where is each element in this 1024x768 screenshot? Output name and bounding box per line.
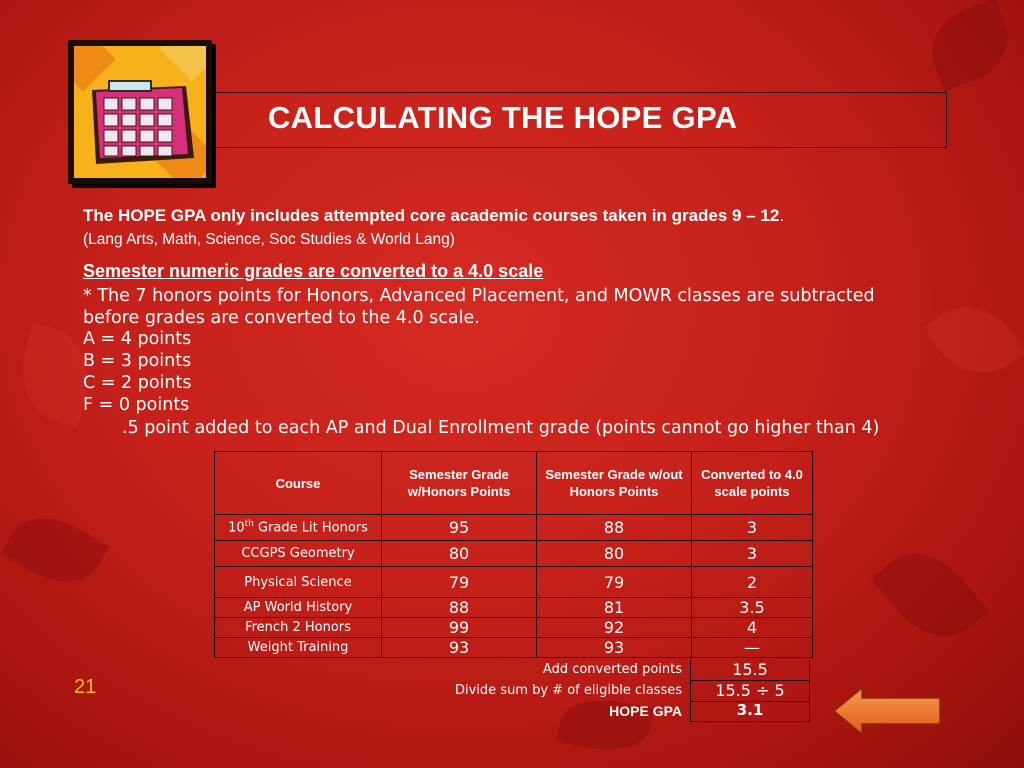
converted-cell: 3.5 bbox=[692, 598, 813, 618]
without-honors-cell: 88 bbox=[537, 515, 692, 541]
calculator-icon bbox=[74, 46, 206, 178]
without-honors-cell: 79 bbox=[537, 567, 692, 598]
divide-label: Divide sum by # of eligible classes bbox=[454, 683, 682, 698]
table-row bbox=[215, 567, 813, 598]
with-honors-cell: 88 bbox=[382, 598, 537, 618]
honors-note: * The 7 honors points for Honors, Advanced Placement, and MOWR classes are subtracted before grades are converted to the 4.0 scale. bbox=[83, 286, 875, 328]
scale-line-f: F = 0 points bbox=[83, 395, 190, 415]
scale-line-a: A = 4 points bbox=[83, 329, 192, 349]
header-with-honors: Semester Grade w/Honors Points bbox=[382, 452, 537, 515]
without-honors-cell: 93 bbox=[537, 638, 692, 658]
with-honors-cell: 80 bbox=[382, 541, 537, 567]
divide-value: 15.5 ÷ 5 bbox=[690, 681, 810, 702]
header-course: Course bbox=[215, 452, 382, 515]
without-honors-cell: 81 bbox=[537, 598, 692, 618]
with-honors-cell: 93 bbox=[382, 638, 537, 658]
converted-cell: 2 bbox=[692, 567, 813, 598]
background-leaf bbox=[871, 534, 989, 656]
converted-cell: 3 bbox=[692, 515, 813, 541]
without-honors-cell: 92 bbox=[537, 618, 692, 638]
hope-gpa-label: HOPE GPA bbox=[609, 703, 682, 719]
grades-table bbox=[214, 451, 813, 658]
course-cell: AP World History bbox=[215, 598, 382, 618]
converted-cell: — bbox=[692, 638, 813, 658]
page-number: 21 bbox=[74, 676, 97, 698]
without-honors-cell: 80 bbox=[537, 541, 692, 567]
intro-statement-period: . bbox=[779, 206, 785, 225]
background-leaf bbox=[920, 0, 1019, 92]
background-leaf bbox=[1, 502, 109, 599]
slide-title: CALCULATING THE HOPE GPA bbox=[268, 100, 738, 135]
course-cell: French 2 Honors bbox=[215, 618, 382, 638]
intro-statement-text: The HOPE GPA only includes attempted core academic courses taken in grades 9 – 12 bbox=[83, 206, 780, 225]
calculator-clipart bbox=[68, 40, 212, 184]
table-row bbox=[215, 541, 813, 567]
converted-cell: 4 bbox=[692, 618, 813, 638]
hope-gpa-value: 3.1 bbox=[690, 701, 810, 722]
course-superscript: th bbox=[244, 519, 254, 530]
intro-statement bbox=[83, 206, 784, 226]
table-row bbox=[215, 638, 813, 658]
course-rest: Grade Lit Honors bbox=[253, 520, 368, 536]
left-arrow-icon[interactable] bbox=[832, 686, 942, 736]
conversion-heading: Semester numeric grades are converted to a 4.0 scale bbox=[83, 261, 544, 281]
header-converted: Converted to 4.0 scale points bbox=[692, 452, 813, 515]
table-row bbox=[215, 618, 813, 638]
background-leaf bbox=[923, 287, 1024, 393]
scale-line-b: B = 3 points bbox=[83, 351, 192, 371]
with-honors-cell: 99 bbox=[382, 618, 537, 638]
scale-line-c: C = 2 points bbox=[83, 373, 192, 393]
add-points-label: Add converted points bbox=[542, 662, 682, 677]
with-honors-cell: 79 bbox=[382, 567, 537, 598]
course-cell bbox=[215, 515, 382, 541]
table-header-row bbox=[215, 452, 813, 515]
ap-note: .5 point added to each AP and Dual Enrollment grade (points cannot go higher than 4) bbox=[122, 418, 880, 438]
with-honors-cell: 95 bbox=[382, 515, 537, 541]
add-points-value: 15.5 bbox=[690, 660, 810, 681]
course-prefix: 10 bbox=[228, 520, 245, 536]
header-without-honors: Semester Grade w/out Honors Points bbox=[537, 452, 692, 515]
course-cell: CCGPS Geometry bbox=[215, 541, 382, 567]
table-row bbox=[215, 515, 813, 541]
intro-subjects: (Lang Arts, Math, Science, Soc Studies & World Lang) bbox=[83, 231, 455, 248]
course-cell: Physical Science bbox=[215, 567, 382, 598]
converted-cell: 3 bbox=[692, 541, 813, 567]
course-cell: Weight Training bbox=[215, 638, 382, 658]
table-row bbox=[215, 598, 813, 618]
